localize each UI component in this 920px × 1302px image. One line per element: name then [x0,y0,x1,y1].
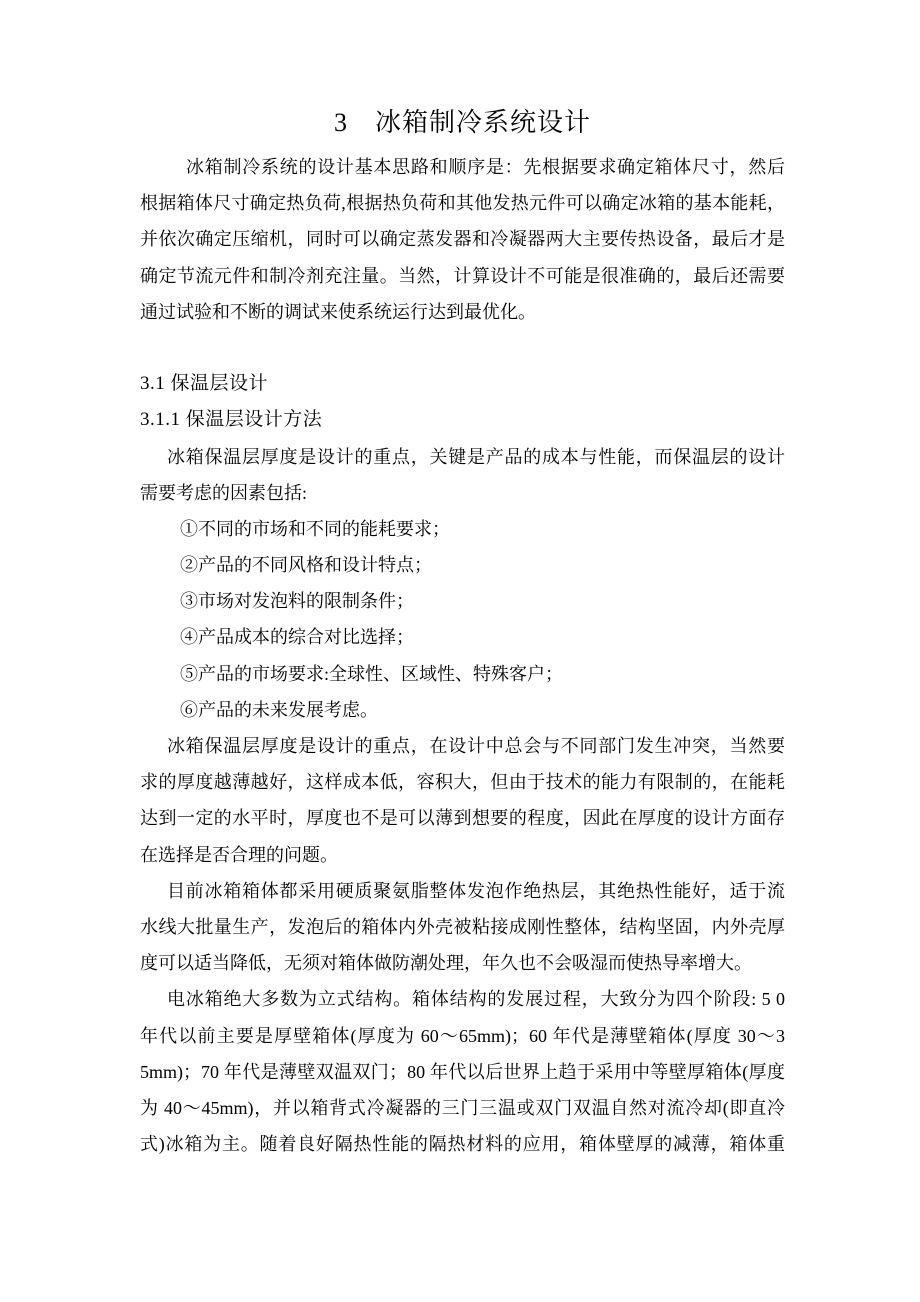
paragraph-line: 冰箱保温层厚度是设计的重点，在设计中总会与不同部门发生冲突，当然要 [167,736,785,756]
paragraph-line: 为 40～45mm)，并以箱背式冷凝器的三门三温或双门双温自然对流冷却(即直冷 [140,1097,785,1118]
paragraph-line: 式)冰箱为主。随着良好隔热性能的隔热材料的应用，箱体壁厚的减薄，箱体重 [140,1134,785,1155]
paragraph-line: 需要考虑的因素包括: [140,482,308,503]
paragraph-thickness-tradeoff [140,728,785,873]
paragraph-intro [140,149,785,330]
paragraph-line: 确定节流元件和制冷剂充注量。当然，计算设计不可能是很准确的，最后还需要 [140,265,785,286]
paragraph-line: 求的厚度越薄越好，这样成本低，容积大，但由于技术的能力有限制的，在能耗 [140,772,785,793]
paragraph-line: 5mm)；70 年代是薄壁双温双门；80 年代以后世界上趋于采用中等壁厚箱体(厚度 [140,1061,785,1082]
paragraph-line: 年代以前主要是厚壁箱体(厚度为 60～65mm)；60 年代是薄壁箱体(厚度 30～3 [140,1025,785,1046]
section-heading-3-1: 3.1 保温层设计 [140,373,269,395]
paragraph-line: 并依次确定压缩机，同时可以确定蒸发器和冷凝器两大主要传热设备，最后才是 [140,229,785,250]
paragraph-line: 水线大批量生产，发泡后的箱体内外壳被粘接成刚性整体，结构坚固，内外壳厚 [140,916,785,937]
paragraph-line: 通过试验和不断的调试来使系统运行达到最优化。 [140,301,536,322]
paragraph-line: 达到一定的水平时，厚度也不是可以薄到想要的程度，因此在厚度的设计方面存 [140,808,785,829]
numbered-list-item-6: ⑥产品的未来发展考虑。 [180,699,378,720]
numbered-list-item-1: ①不同的市场和不同的能耗要求； [180,518,450,539]
paragraph-insulation-factors [140,439,785,511]
numbered-list-item-5: ⑤产品的市场要求:全球性、区域性、特殊客户； [180,663,563,684]
paragraph-line: 电冰箱绝大多数为立式结构。箱体结构的发展过程，大致分为四个阶段: 5 0 [167,989,785,1010]
paragraph-polyurethane-foam [140,873,785,982]
numbered-list [140,511,785,728]
paragraph-line: 根据箱体尺寸确定热负荷,根据热负荷和其他发热元件可以确定冰箱的基本能耗， [140,193,785,214]
paragraph-line: 目前冰箱箱体都采用硬质聚氨脂整体发泡作绝热层，其绝热性能好，适于流 [167,880,785,901]
paragraph-line: 冰箱保温层厚度是设计的重点，关键是产品的成本与性能，而保温层的设计 [167,446,785,467]
document-title: 3 冰箱制冷系统设计 [333,108,591,137]
paragraph-line: 在选择是否合理的问题。 [140,844,338,865]
numbered-list-item-3: ③市场对发泡料的限制条件； [180,591,414,612]
paragraph-line: 度可以适当降低，无须对箱体做防潮处理，年久也不会吸湿而使热导率增大。 [140,953,752,974]
numbered-list-item-2: ②产品的不同风格和设计特点； [180,555,432,576]
numbered-list-item-4: ④产品成本的综合对比选择； [180,627,414,648]
blank-line [140,330,785,366]
paragraph-cabinet-structure-history [140,981,785,1162]
paragraph-line: 冰箱制冷系统的设计基本思路和顺序是：先根据要求确定箱体尺寸，然后 [186,157,785,177]
section-heading-3-1-1: 3.1.1 保温层设计方法 [140,409,323,431]
document-content [140,104,785,1162]
